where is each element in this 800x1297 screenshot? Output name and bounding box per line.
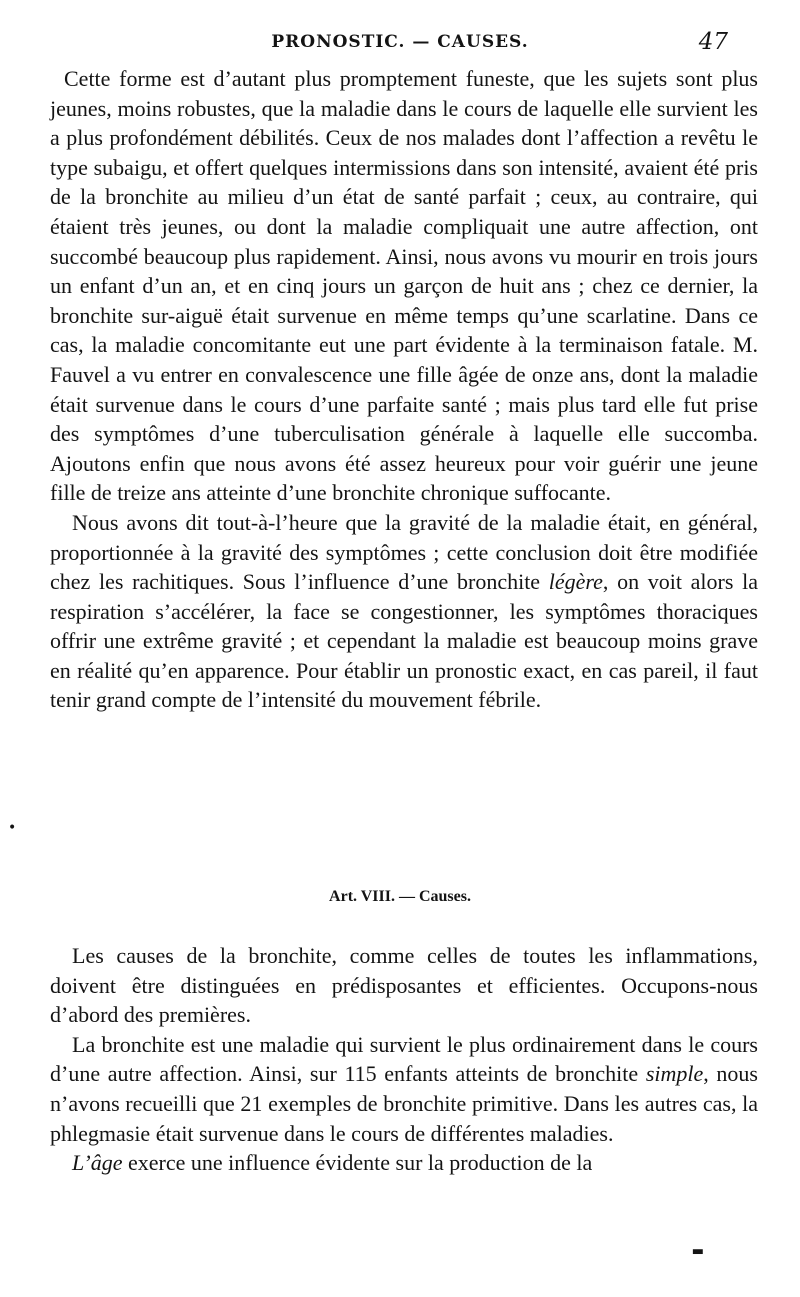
body-text-section-2 [50,941,758,1178]
running-head [30,29,770,62]
paragraph-text: La bronchite est une maladie qui survient le plus ordinairement dans le cours d’une autre affection. Ainsi, sur 115 enfants atteints de bronchite [50,1031,758,1087]
running-head-title: PRONOSTIC. — CAUSES. [271,32,529,52]
emphasis-text: simple [645,1061,704,1087]
emphasis-text: légère [548,569,603,595]
paragraph-text: exerce une influence évidente sur la production de la [122,1150,593,1176]
paragraph-text: Nous avons dit tout-à-l’heure que la gravité de la maladie était, en général, proportionnée à la gravité des symptômes ; cette conclusion doit être modifiée chez les rachitiques. Sous l’influence d’une bronchite [50,509,758,595]
body-text-section-1 [50,64,758,715]
paragraph-causes-intro [50,941,758,1030]
bottom-dash: ▬ [691,1244,704,1259]
paragraph-text: Les causes de la bronchite, comme celles de toutes les inflammations, doivent être distinguées en prédisposantes et efficientes. Occupons-nous d’abord des premières. [50,943,758,1028]
paragraph-text: Cette forme est d’autant plus promptement funeste, que les sujets sont plus jeunes, moins robustes, que la maladie dans le cours de laquelle elle survient les a plus profondément débilités. Ceux de nos malades dont l’affection a revêtu le type subaigu, et offert quelques intermissions dans son intensité, avaient été pris de la bronchite au milieu d’un état de santé parfait ; ceux, au contraire, qui étaient très jeunes, ou dont la maladie compliquait une autre affection, ont succombé beaucoup plus rapidement. Ainsi, nous avons vu mourir en trois jours un enfant d’un an, et en cinq jours un garçon de huit ans ; chez ce dernier, la bronchite sur-aiguë était survenue en même temps qu’une scarlatine. Dans ce cas, la maladie concomitante eut une part évidente à la terminaison fatale. M. Fauvel a vu entrer en convalescence une fille âgée de onze ans, dont la maladie était survenue dans le cours d’une parfaite santé ; mais plus tard elle fut prise des symptômes d’une tuberculisation générale à laquelle elle succomba. Ajoutons enfin que nous avons été assez heureux pour voir guérir une jeune fille de treize ans atteinte d’une bronchite chronique suffocante. [50,66,758,506]
paragraph-age [50,1148,758,1178]
paragraph-rachitic [50,508,758,715]
page-number: 47 [698,29,728,55]
paragraph-secondary-bronchitis [50,1030,758,1148]
margin-dot: • [8,820,17,836]
paragraph-text: , nous n’avons recueilli que 21 exemples de bronchite primitive. Dans les autres cas, la phlegmasie était survenue dans le cours de différentes maladies. [50,1061,758,1146]
article-heading: Art. VIII. — Causes. [329,888,471,905]
paragraph-prognosis-age [50,64,758,508]
emphasis-text: L’âge [72,1150,123,1176]
paragraph-text: , on voit alors la respiration s’accélérer, la face se congestionner, les symptômes thoraciques offrir une extrême gravité ; et cependant la maladie est beaucoup moins grave en réalité qu’en apparence. Pour établir un pronostic exact, en cas pareil, il faut tenir grand compte de l’intensité du mouvement fébrile. [50,569,758,713]
